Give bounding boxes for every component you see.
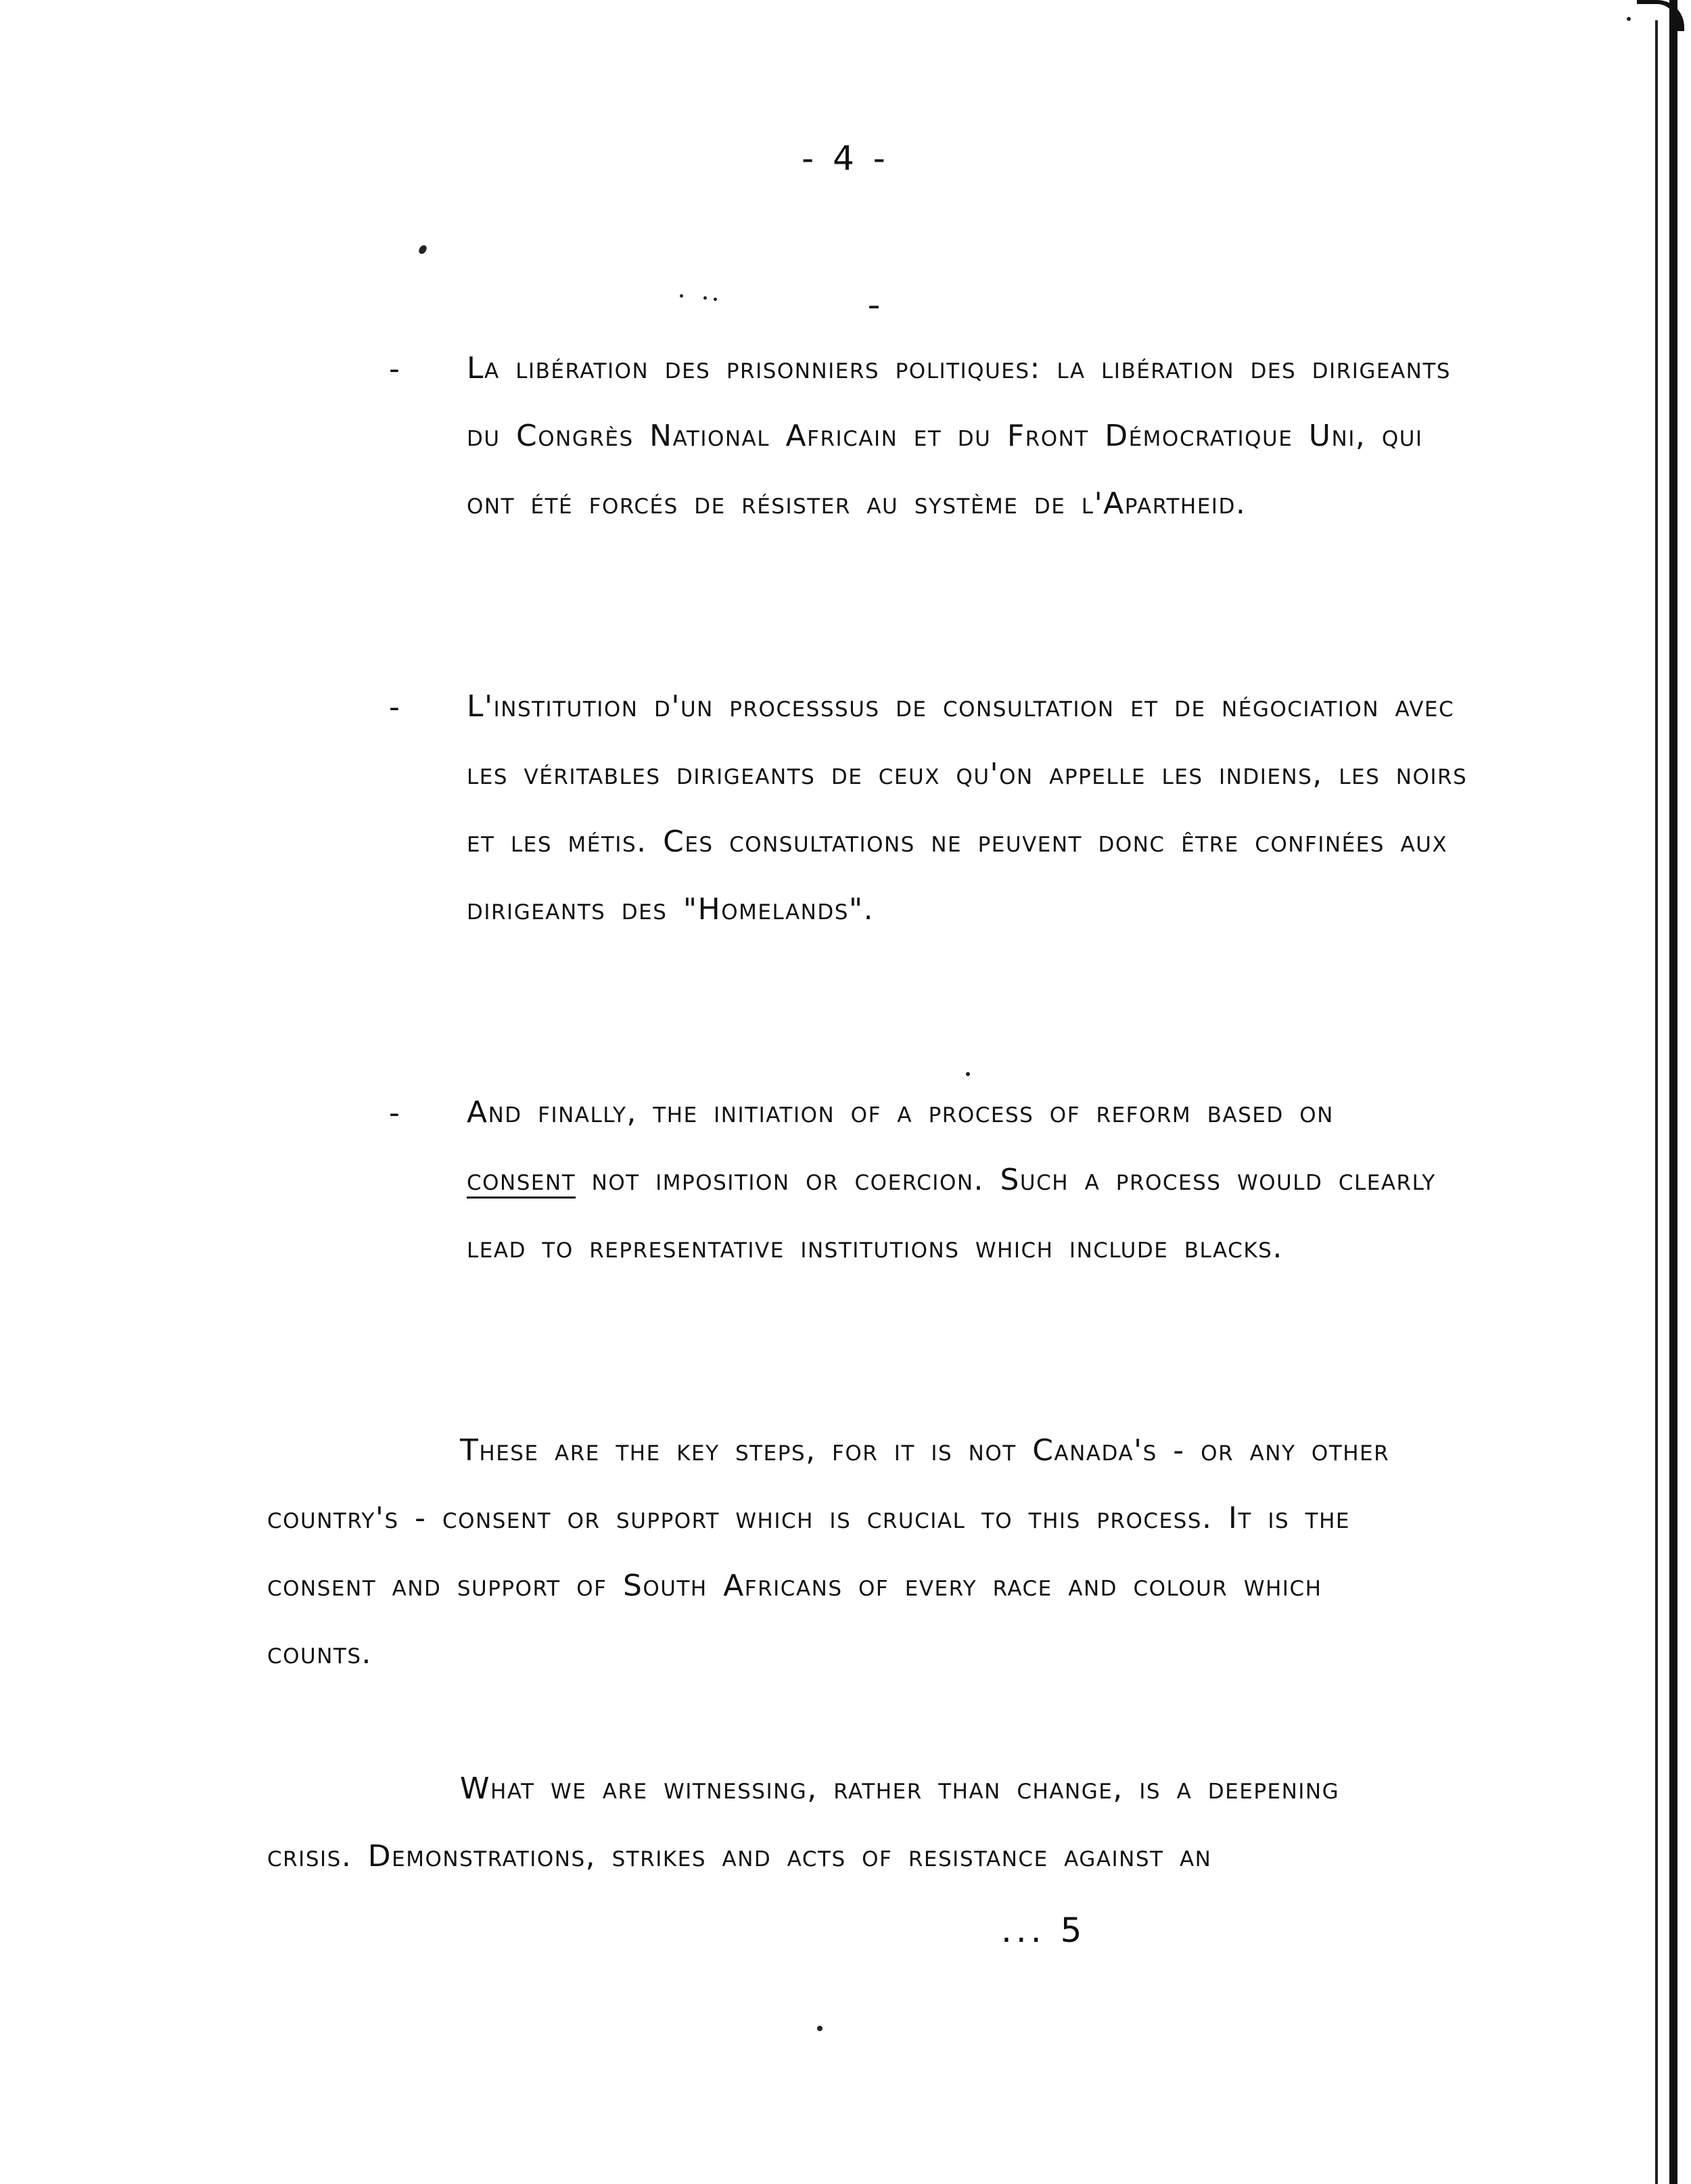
- scan-speck: [714, 298, 717, 301]
- scan-speck: [817, 2026, 823, 2031]
- underlined-word: consent: [467, 1163, 576, 1197]
- body-paragraph: [267, 1755, 1417, 1890]
- scan-speck: [703, 296, 707, 300]
- bullet-dash: -: [389, 1096, 401, 1130]
- scan-edge-outer: [1669, 0, 1677, 2184]
- paragraph-text: What we are witnessing, rather than change, is a deepening crisis. Demonstrations, strikes and acts of resistance against an: [267, 1771, 1340, 1874]
- scan-speck: [869, 306, 879, 308]
- bullet-item: [389, 1079, 1471, 1336]
- paragraph-text: These are the key steps, for it is not Canada's - or any other country's - consent or support which is crucial to this process. It is the consent and support of South Africans of every race and colour which counts.: [267, 1433, 1390, 1671]
- bullet-text: L'institution d'un processsus de consultation et de négociation avec les véritables dirigeants de ceux qu'on appelle les indiens, les noirs et les métis. Ces consultations ne peuvent donc être confinées aux dirigeants des "Homelands".: [467, 689, 1468, 927]
- scan-speck: [1627, 17, 1631, 21]
- body-paragraph: [267, 1417, 1417, 1688]
- scan-speck: [680, 294, 683, 298]
- scan-speck: [417, 243, 428, 255]
- bullet-text: La libération des prisonniers politiques: la libération des dirigeants du Congrès National Africain et du Front Démocratique Uni, qui ont été forcés de résister au système de l'Apartheid.: [467, 351, 1451, 521]
- bullet-dash: -: [389, 352, 401, 386]
- continuation-marker: ... 5: [1001, 1911, 1086, 1950]
- bullet-text-start: And finally, the initiation of a process of reform based on: [467, 1095, 1334, 1130]
- scan-edge-inner: [1655, 20, 1658, 2184]
- bullet-item: [389, 673, 1471, 998]
- bullet-text-end: not imposition or coercion. Such a process would clearly lead to representative institutions which include blacks.: [467, 1163, 1436, 1265]
- bullet-text: [467, 1079, 1468, 1282]
- bullet-dash: -: [389, 690, 401, 724]
- scan-speck: [966, 1072, 970, 1076]
- bullet-item: [389, 335, 1471, 592]
- page-number: - 4 -: [802, 139, 889, 178]
